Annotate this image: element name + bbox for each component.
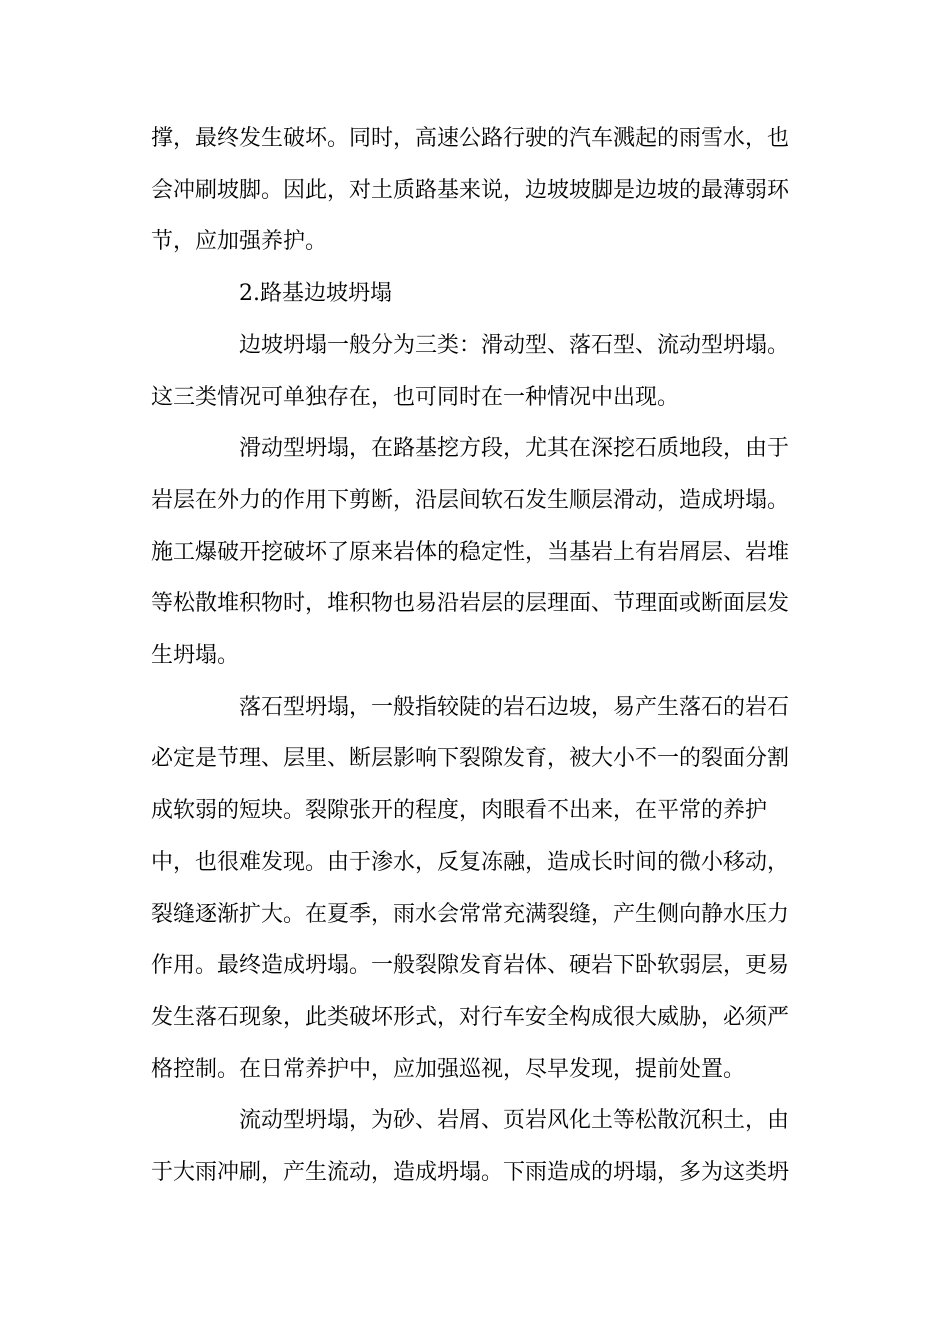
text-line: 节，应加强养护。: [151, 229, 328, 255]
text-line: 生坍塌。: [151, 643, 240, 669]
paragraph-first-line: 落石型坍塌，一般指较陡的岩石边坡，易产生落石的岩石: [239, 694, 790, 720]
document-body: [151, 113, 801, 1199]
text-line: 成软弱的短块。裂隙张开的程度，肉眼看不出来，在平常的养护: [151, 798, 768, 824]
text-line: 这三类情况可单独存在，也可同时在一种情况中出现。: [151, 384, 680, 410]
text-line: 必定是节理、层里、断层影响下裂隙发育，被大小不一的裂面分割: [151, 746, 790, 772]
text-line: 等松散堆积物时，堆积物也易沿岩层的层理面、节理面或断面层发: [151, 591, 790, 617]
paragraph-first-line: 边坡坍塌一般分为三类：滑动型、落石型、流动型坍塌。: [239, 332, 790, 358]
text-line: 作用。最终造成坍塌。一般裂隙发育岩体、硬岩下卧软弱层，更易: [151, 953, 790, 979]
text-line: 施工爆破开挖破坏了原来岩体的稳定性，当基岩上有岩屑层、岩堆: [151, 539, 790, 565]
text-line: 于大雨冲刷，产生流动，造成坍塌。下雨造成的坍塌，多为这类坍: [151, 1160, 790, 1186]
text-line: 发生落石现象，此类破坏形式，对行车安全构成很大威胁，必须严: [151, 1004, 790, 1030]
text-line: 裂缝逐渐扩大。在夏季，雨水会常常充满裂缝，产生侧向静水压力: [151, 901, 790, 927]
text-line: 中，也很难发现。由于渗水，反复冻融，造成长时间的微小移动，: [151, 849, 790, 875]
text-line: 格控制。在日常养护中，应加强巡视，尽早发现，提前处置。: [151, 1056, 746, 1082]
text-line: 岩层在外力的作用下剪断，沿层间软石发生顺层滑动，造成坍塌。: [151, 487, 790, 513]
paragraph-first-line: 滑动型坍塌，在路基挖方段，尤其在深挖石质地段，由于: [239, 436, 790, 462]
text-line: 撑，最终发生破坏。同时，高速公路行驶的汽车溅起的雨雪水，也: [151, 126, 790, 151]
paragraph-first-line: 2.路基边坡坍塌: [239, 281, 392, 307]
paragraph-first-line: 流动型坍塌，为砂、岩屑、页岩风化土等松散沉积土，由: [239, 1108, 790, 1134]
text-line: 会冲刷坡脚。因此，对土质路基来说，边坡坡脚是边坡的最薄弱环: [151, 177, 790, 203]
